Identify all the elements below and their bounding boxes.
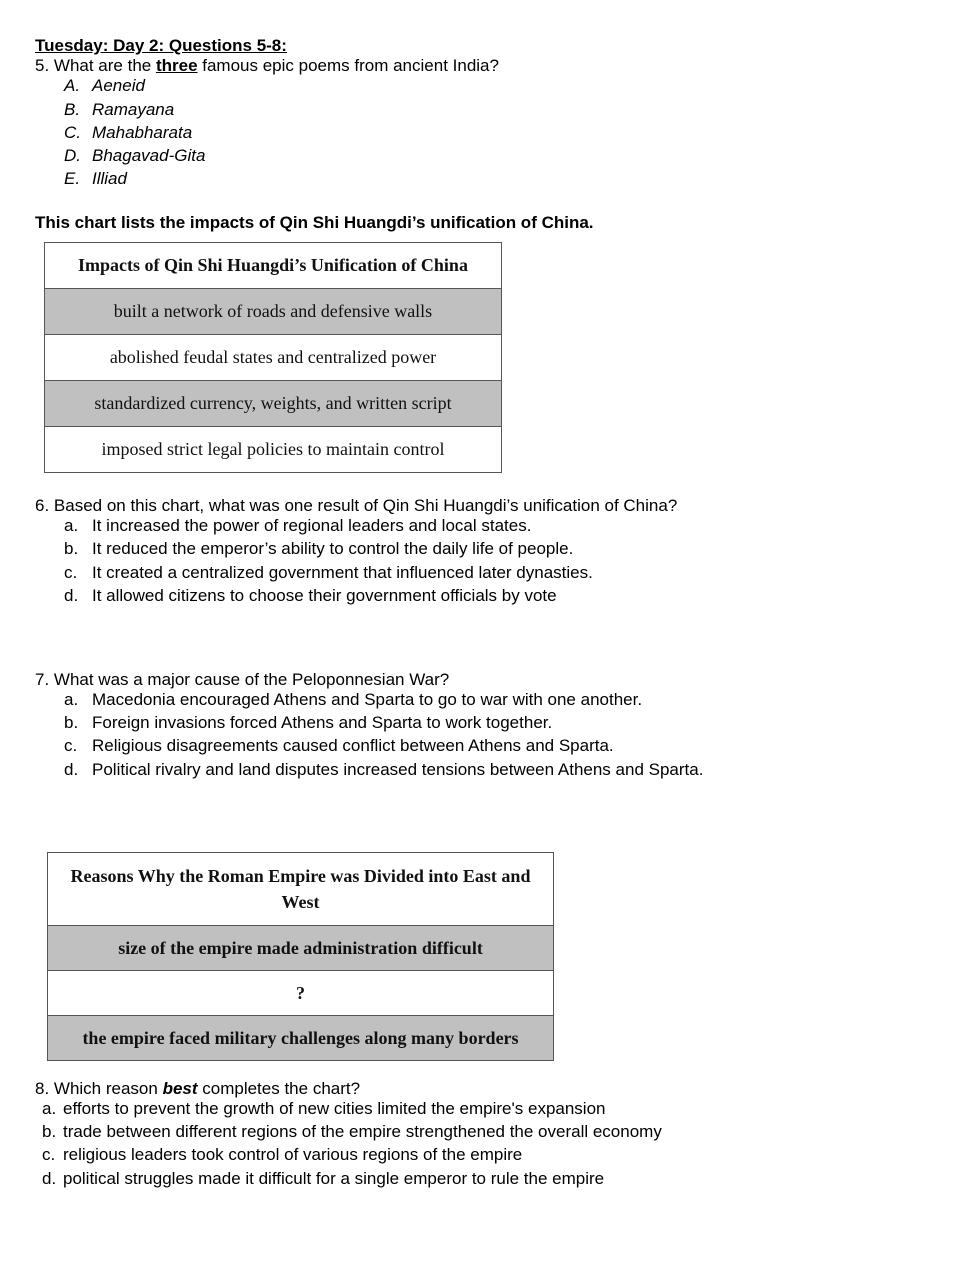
option-text: It increased the power of regional leaders and local states. (92, 516, 532, 535)
option-text: trade between different regions of the empire strengthened the overall economy (63, 1122, 662, 1141)
table-row: abolished feudal states and centralized power (45, 335, 502, 381)
option-letter: A. (64, 76, 81, 95)
option-text: Foreign invasions forced Athens and Sparta to work together. (92, 713, 553, 732)
option-letter: c. (42, 1145, 56, 1164)
option-letter: a. (64, 690, 79, 709)
option-text: Bhagavad-Gita (92, 146, 206, 165)
option-text: Political rivalry and land disputes increased tensions between Athens and Sparta. (92, 760, 704, 779)
option-text: Mahabharata (92, 123, 193, 142)
option-letter: a. (64, 516, 79, 535)
table-row: built a network of roads and defensive walls (45, 289, 502, 335)
option-text: Ramayana (92, 100, 175, 119)
option-text: efforts to prevent the growth of new cities limited the empire's expansion (63, 1099, 606, 1118)
option-text: religious leaders took control of various regions of the empire (63, 1145, 523, 1164)
question-5-suffix: famous epic poems from ancient India? (197, 56, 499, 75)
question-5-prefix: 5. What are the (35, 56, 156, 75)
table-title-line: Reasons Why the Roman Empire was Divided into East and (70, 866, 531, 886)
chart-intro: This chart lists the impacts of Qin Shi Huangdi’s unification of China. (35, 213, 594, 232)
table-title: Impacts of Qin Shi Huangdi’s Unification of China (45, 243, 502, 289)
option-letter: D. (64, 146, 81, 165)
option-letter: c. (64, 736, 78, 755)
option-letter: C. (64, 123, 81, 142)
question-7: 7. What was a major cause of the Peloponnesian War? (35, 670, 450, 689)
table-title (48, 853, 554, 926)
option-letter: b. (64, 713, 79, 732)
option-text: It created a centralized government that influenced later dynasties. (92, 563, 593, 582)
option-text: Illiad (92, 169, 127, 188)
table-row: the empire faced military challenges along many borders (48, 1016, 554, 1061)
table-row: standardized currency, weights, and written script (45, 381, 502, 427)
option-letter: d. (64, 586, 79, 605)
option-text: Macedonia encouraged Athens and Sparta to go to war with one another. (92, 690, 643, 709)
question-8-prefix: 8. Which reason (35, 1079, 163, 1098)
question-8-emphasis: best (162, 1079, 198, 1098)
option-letter: d. (42, 1169, 57, 1188)
option-text: It allowed citizens to choose their government officials by vote (92, 586, 557, 605)
option-letter: c. (64, 563, 78, 582)
question-8-suffix: completes the chart? (197, 1079, 361, 1098)
table-row: imposed strict legal policies to maintain control (45, 427, 502, 473)
option-letter: B. (64, 100, 81, 119)
table-row: ? (48, 971, 554, 1016)
option-letter: b. (42, 1122, 57, 1141)
option-letter: a. (42, 1099, 57, 1118)
table-title-line: West (281, 892, 320, 912)
option-text: It reduced the emperor’s ability to control the daily life of people. (92, 539, 574, 558)
roman-division-table (47, 852, 554, 1061)
question-5-emphasis: three (155, 56, 198, 75)
option-text: political struggles made it difficult for a single emperor to rule the empire (63, 1169, 605, 1188)
option-letter: E. (64, 169, 81, 188)
option-text: Aeneid (92, 76, 145, 95)
table-row: size of the empire made administration difficult (48, 926, 554, 971)
question-6: 6. Based on this chart, what was one result of Qin Shi Huangdi’s unification of China? (35, 496, 678, 515)
page-heading: Tuesday: Day 2: Questions 5-8: (35, 36, 287, 55)
option-letter: b. (64, 539, 79, 558)
option-letter: d. (64, 760, 79, 779)
qin-impacts-table (44, 242, 502, 473)
option-text: Religious disagreements caused conflict between Athens and Sparta. (92, 736, 614, 755)
